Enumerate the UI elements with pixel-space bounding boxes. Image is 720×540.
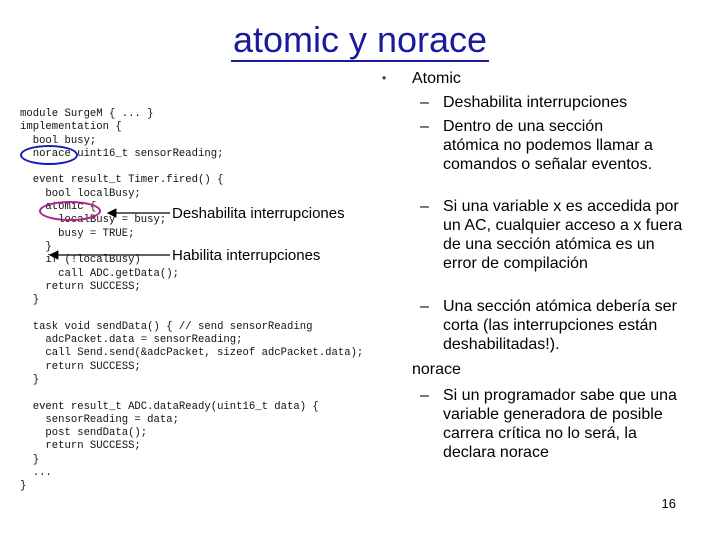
code-line: event result_t ADC.dataReady(uint16_t data) {: [20, 400, 319, 413]
code-line: }: [20, 240, 52, 253]
code-line: bool busy;: [20, 134, 97, 147]
dash-icon: –: [420, 198, 429, 215]
code-line: if (!localBusy): [20, 254, 141, 267]
code-line: call ADC.getData();: [20, 267, 179, 280]
code-line: }: [20, 480, 27, 493]
annotation-enable-interrupts: Habilita interrupciones: [172, 247, 321, 264]
code-line: }: [20, 453, 40, 466]
annotation-disable-interrupts: Deshabilita interrupciones: [172, 205, 345, 222]
code-line: post sendData();: [20, 427, 148, 440]
code-line: sensorReading = data;: [20, 413, 179, 426]
code-line: return SUCCESS;: [20, 280, 141, 293]
code-line: ...: [20, 467, 52, 480]
bullet-atomic-heading: Atomic: [412, 70, 461, 87]
atomic-item-4: Una sección atómica debería ser corta (las interrupciones están deshabilitadas!).: [443, 298, 677, 353]
code-line: busy = TRUE;: [20, 227, 135, 240]
code-line: [20, 387, 363, 400]
dash-icon: –: [420, 387, 429, 404]
code-line: bool localBusy;: [20, 187, 141, 200]
dash-icon: –: [420, 94, 429, 111]
code-line: }: [20, 294, 40, 307]
code-line: norace uint16_t sensorReading;: [20, 147, 224, 160]
atomic-item-1: Deshabilita interrupciones: [443, 94, 628, 111]
code-line: module SurgeM { ... }: [20, 108, 154, 120]
code-line: }: [20, 373, 40, 386]
slide-title: atomic y norace: [232, 19, 488, 60]
dash-icon: –: [420, 298, 429, 315]
code-line: implementation {: [20, 121, 122, 134]
code-line: adcPacket.data = sensorReading;: [20, 334, 243, 347]
code-line: atomic {: [20, 201, 97, 214]
page-number: 16: [661, 496, 676, 511]
atomic-item-3: Si una variable x es accedida por un AC, cualquier acceso a x fuera de una sección atómica es un error de compilación: [443, 198, 683, 272]
code-line: return SUCCESS;: [20, 440, 141, 453]
code-line: call Send.send(&adcPacket, sizeof adcPacket.data);: [20, 347, 364, 360]
code-line: event result_t Timer.fired() {: [20, 174, 224, 187]
norace-item-1: Si un programador sabe que una variable generadora de posible carrera crítica no lo será, la declara norace: [443, 387, 677, 461]
atomic-highlight-circle: [39, 201, 101, 221]
bullet-dot-icon: •: [382, 71, 387, 85]
code-line: return SUCCESS;: [20, 360, 141, 373]
code-line: [20, 307, 363, 320]
code-line: task void sendData() { // send sensorReading: [20, 320, 313, 333]
norace-highlight-circle: [20, 145, 78, 165]
code-listing: [20, 108, 363, 494]
code-line: [20, 161, 363, 174]
code-line: localBusy = busy;: [20, 214, 167, 227]
atomic-item-2: Dentro de una sección atómica no podemos llamar a comandos o señalar eventos.: [443, 118, 653, 173]
dash-icon: –: [420, 118, 429, 135]
bullet-norace-heading: norace: [412, 361, 461, 378]
